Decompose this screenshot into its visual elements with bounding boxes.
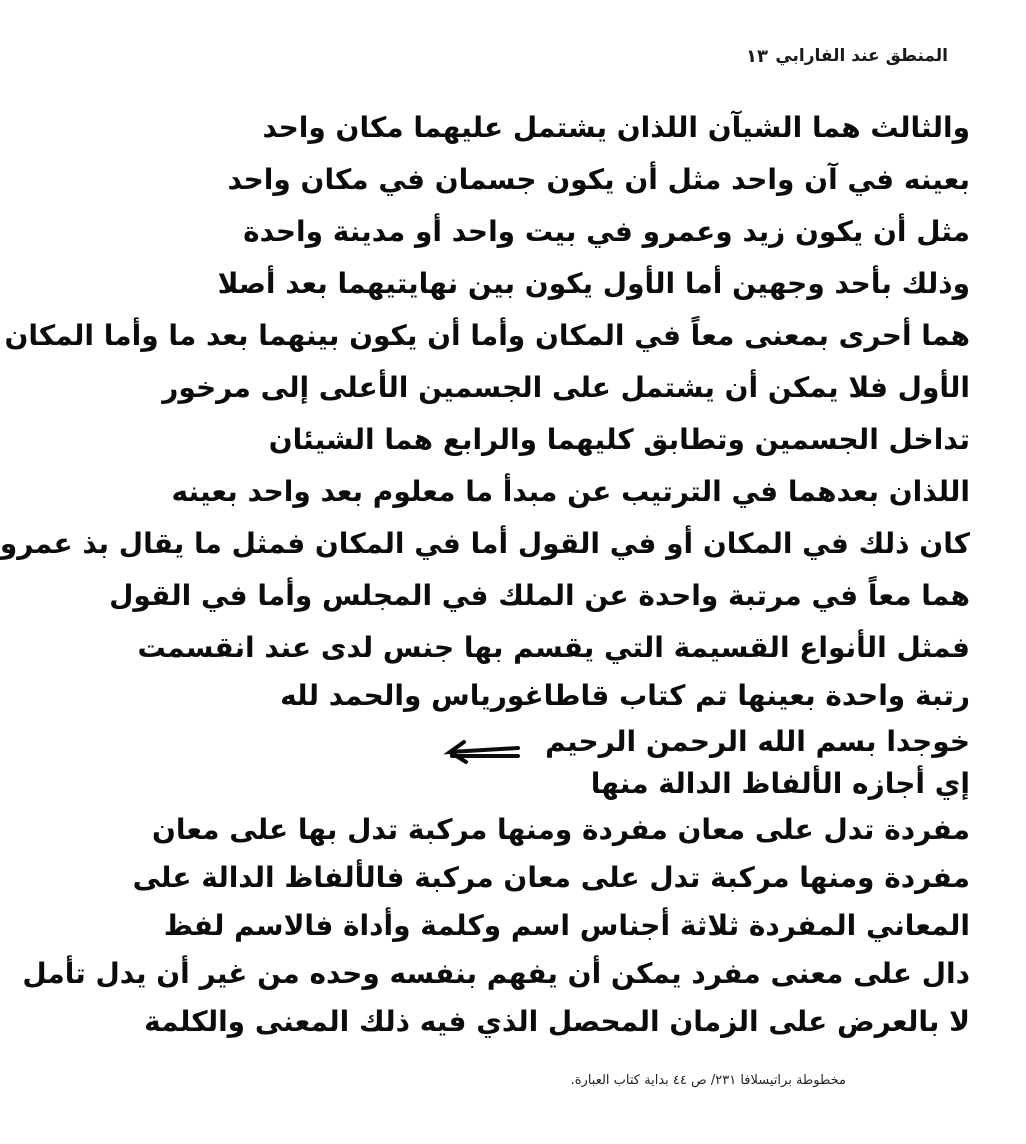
- manuscript-line: هما معاً في مرتبة واحدة عن الملك في المجلس وأما في القول: [109, 579, 970, 612]
- manuscript-image: [0, 108, 970, 1048]
- manuscript-line: اللذان بعدهما في الترتيب عن مبدأ ما معلوم بعد واحد بعينه: [171, 475, 970, 508]
- manuscript-line: دال على معنى مفرد يمكن أن يفهم بنفسه وحده من غير أن يدل تأمل: [22, 957, 970, 990]
- manuscript-line: تداخل الجسمين وتطابق كليهما والرابع هما الشيئان: [268, 423, 970, 456]
- manuscript-line: هما أحرى بمعنى معاً في المكان وأما أن يكون بينهما بعد ما وأما المكان: [4, 319, 970, 352]
- manuscript-line: والثالث هما الشيآن اللذان يشتمل عليهما مكان واحد: [262, 111, 970, 144]
- manuscript-line: لا بالعرض على الزمان المحصل الذي فيه ذلك المعنى والكلمة: [144, 1005, 970, 1038]
- manuscript-line: فمثل الأنواع القسيمة التي يقسم بها جنس لدى عند انقسمت: [137, 631, 970, 664]
- manuscript-line: رتبة واحدة بعينها تم كتاب قاطاغورياس والحمد لله: [280, 679, 970, 712]
- manuscript-line: خوجدا بسم الله الرحمن الرحيم: [545, 725, 970, 758]
- manuscript-line: مثل أن يكون زيد وعمرو في بيت واحد أو مدينة واحدة: [243, 215, 970, 248]
- manuscript-line: إي أجازه الألفاظ الدالة منها: [590, 767, 970, 800]
- manuscript-line: الأول فلا يمكن أن يشتمل على الجسمين الأعلى إلى مرخور: [162, 371, 970, 404]
- manuscript-line: بعينه في آن واحد مثل أن يكون جسمان في مكان واحد: [227, 163, 970, 196]
- figure-caption: مخطوطة براتيسلافا ٢٣١/ ص ٤٤ بداية كتاب العبارة.: [570, 1073, 846, 1088]
- manuscript-line: وذلك بأحد وجهين أما الأول يكون بين نهايتيهما بعد أصلا: [217, 267, 970, 300]
- running-head: [292, 46, 948, 80]
- running-head-title: المنطق عند الفارابي: [775, 46, 948, 66]
- page-number: ١٣: [746, 46, 768, 67]
- manuscript-line: مفردة ومنها مركبة تدل على معان مركبة فالألفاظ الدالة على: [132, 861, 970, 894]
- manuscript-line: كان ذلك في المكان أو في القول أما في المكان فمثل ما يقال بذ عمرو: [0, 527, 970, 560]
- manuscript-line: مفردة تدل على معان مفردة ومنها مركبة تدل بها على معان: [151, 813, 970, 846]
- manuscript-line: المعاني المفردة ثلاثة أجناس اسم وكلمة وأداة فالاسم لفظ: [163, 909, 970, 942]
